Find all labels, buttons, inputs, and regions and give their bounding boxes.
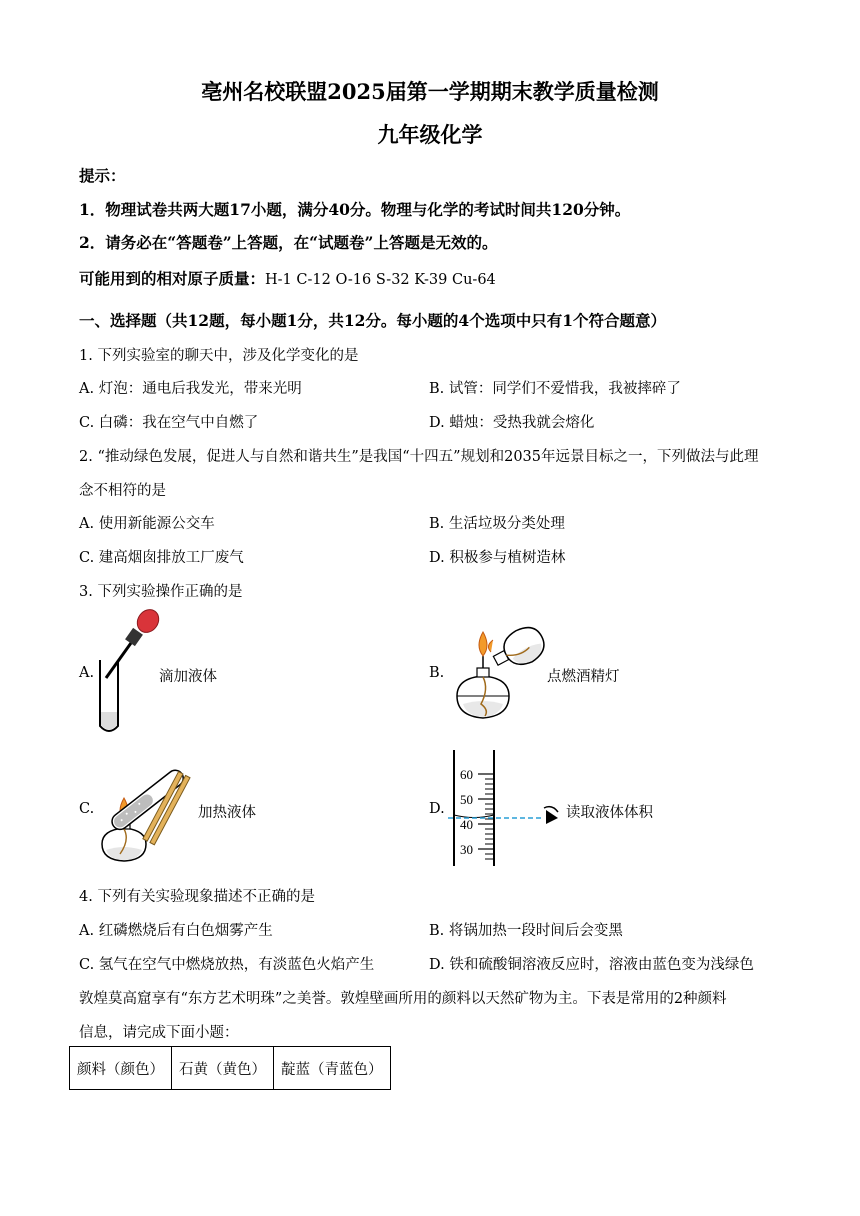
q4-stem: 4. 下列有关实验现象描述不正确的是: [79, 889, 315, 905]
table-cell-pigment: 颜料（颜色）: [70, 1047, 172, 1090]
table-cell-indigo: 靛蓝（青蓝色）: [274, 1047, 391, 1090]
q4-option-b: B. 将锅加热一段时间后会变黑: [429, 923, 623, 939]
q3-option-a-letter: A.: [79, 665, 95, 681]
cylinder-tick-40: 40: [460, 817, 473, 832]
q4-option-a: A. 红磷燃烧后有白色烟雾产生: [79, 923, 273, 939]
q3-stem: 3. 下列实验操作正确的是: [79, 584, 243, 600]
q2-stem-line1: 2. “推动绿色发展，促进人与自然和谐共生”是我国“十四五”规划和2035年远景目标之一，下列做法与此理: [79, 449, 759, 465]
dropper-illustration: [92, 608, 164, 740]
q3-option-c-letter: C.: [79, 801, 95, 817]
q3-option-d-letter: D.: [429, 801, 445, 817]
q3-option-d-caption: 读取液体体积: [566, 805, 653, 821]
q4-option-d: D. 铁和硫酸铜溶液反应时，溶液由蓝色变为浅绿色: [429, 957, 754, 973]
atomic-mass-line: [79, 267, 496, 289]
q1-option-d: D. 蜡烛：受热我就会熔化: [429, 415, 595, 431]
q3-option-a-caption: 滴加液体: [159, 669, 217, 685]
cylinder-tick-60: 60: [460, 767, 473, 782]
pigment-table: [69, 1046, 391, 1090]
q2-option-b: B. 生活垃圾分类处理: [429, 516, 565, 532]
cylinder-tick-50: 50: [460, 792, 473, 807]
q2-option-d: D. 积极参与植树造林: [429, 550, 566, 566]
heating-liquid-illustration: [94, 758, 200, 864]
section-heading: 一、选择题（共12题，每小题1分，共12分。每小题的4个选项中只有1个符合题意）: [79, 311, 666, 330]
page-subtitle: 九年级化学: [377, 122, 483, 147]
q2-stem-line2: 念不相符的是: [79, 483, 166, 499]
q2-option-a: A. 使用新能源公交车: [79, 516, 215, 532]
table-cell-orpiment: 石黄（黄色）: [172, 1047, 274, 1090]
graduated-cylinder-illustration: [448, 748, 568, 870]
cylinder-tick-30: 30: [460, 842, 473, 857]
passage-line1: 敦煌莫高窟享有“东方艺术明珠”之美誉。敦煌壁画所用的颜料以天然矿物为主。下表是常用的2种颜料: [79, 991, 727, 1007]
q1-option-c: C. 白磷：我在空气中自燃了: [79, 415, 259, 431]
passage-line2: 信息，请完成下面小题：: [79, 1025, 239, 1041]
atomic-mass-label: 可能用到的相对原子质量：: [79, 269, 266, 288]
q4-option-c: C. 氢气在空气中燃烧放热，有淡蓝色火焰产生: [79, 957, 375, 973]
q3-option-b-caption: 点燃酒精灯: [547, 669, 620, 685]
table-row: [70, 1047, 391, 1090]
alcohol-lamp-lighting-illustration: [445, 624, 550, 724]
q3-option-c-caption: 加热液体: [198, 805, 256, 821]
q3-option-b-letter: B.: [429, 665, 445, 681]
q2-option-c: C. 建高烟囱排放工厂废气: [79, 550, 244, 566]
notice-label: 提示：: [79, 166, 126, 185]
q1-option-a: A. 灯泡：通电后我发光，带来光明: [79, 381, 302, 397]
page-title: 亳州名校联盟2025届第一学期期末教学质量检测: [201, 79, 659, 104]
atomic-mass-values: H-1 C-12 O-16 S-32 K-39 Cu-64: [265, 272, 496, 288]
q1-stem: 1. 下列实验室的聊天中，涉及化学变化的是: [79, 348, 359, 364]
q1-option-b: B. 试管：同学们不爱惜我，我被摔碎了: [429, 381, 681, 397]
notice-item-1: 1．物理试卷共两大题17小题，满分40分。物理与化学的考试时间共120分钟。: [79, 200, 631, 219]
notice-item-2: 2．请务必在“答题卷”上答题，在“试题卷”上答题是无效的。: [79, 233, 498, 252]
